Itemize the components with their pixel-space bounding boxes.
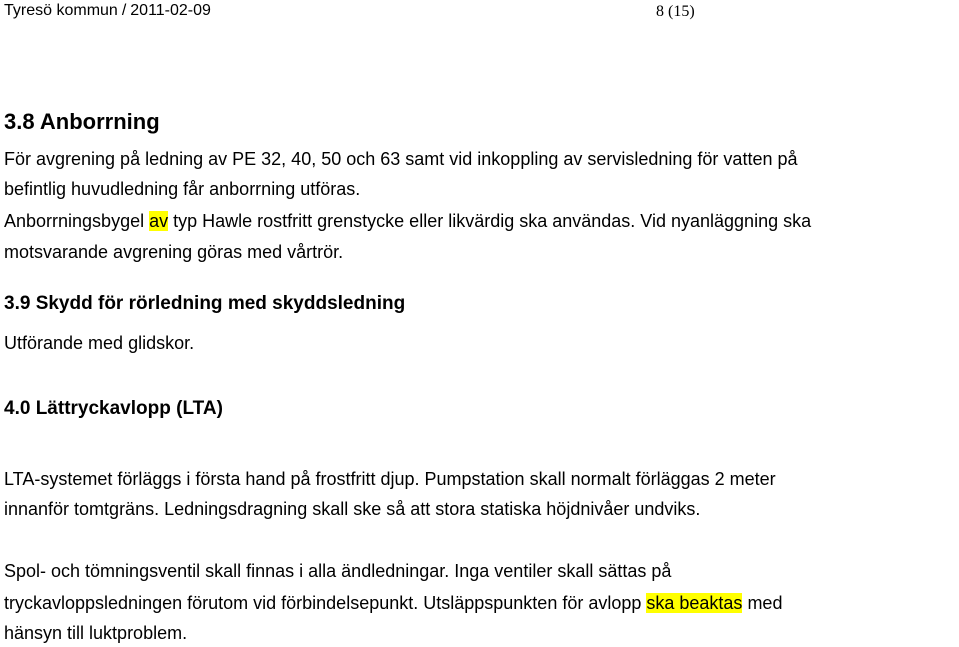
- paragraph-line: Utförande med glidskor.: [4, 333, 195, 353]
- section-heading-anborrning: 3.8 Anborrning: [4, 109, 160, 134]
- page-number: 8 (15): [656, 3, 695, 20]
- paragraph-line: Spol- och tömningsventil skall finnas i alla ändledningar. Inga ventiler skall sättas på: [4, 561, 672, 581]
- highlighted-text: ska beaktas: [646, 593, 743, 613]
- header-separator: /: [121, 2, 127, 19]
- text-run: typ Hawle rostfritt grenstycke eller likvärdig ska användas. Vid nyanläggning ska: [168, 211, 812, 231]
- header-organization: Tyresö kommun: [4, 2, 118, 19]
- paragraph-line: LTA-systemet förläggs i första hand på frostfritt djup. Pumpstation skall normalt förläggas 2 meter: [4, 469, 776, 489]
- header-date: 2011-02-09: [130, 2, 211, 19]
- text-run: med: [742, 593, 783, 613]
- paragraph-line: [4, 591, 782, 615]
- section-heading-lta: 4.0 Lättryckavlopp (LTA): [4, 398, 223, 419]
- paragraph-line: befintlig huvudledning får anborrning utföras.: [4, 179, 361, 199]
- highlighted-text: av: [149, 211, 169, 231]
- section-heading-skydd: 3.9 Skydd för rörledning med skyddsledning: [4, 293, 406, 314]
- paragraph-line: För avgrening på ledning av PE 32, 40, 50 och 63 samt vid inkoppling av servisledning för vatten på: [4, 149, 798, 169]
- paragraph-line: motsvarande avgrening göras med vårtrör.: [4, 242, 344, 262]
- page-header: [4, 1, 211, 21]
- paragraph-line: innanför tomtgräns. Ledningsdragning skall ske så att stora statiska höjdnivåer undviks.: [4, 499, 701, 519]
- paragraph-line: [4, 209, 811, 233]
- text-run: Anborrningsbygel: [4, 211, 150, 231]
- text-run: tryckavloppsledningen förutom vid förbindelsepunkt. Utsläppspunkten för avlopp: [4, 593, 647, 613]
- paragraph-line: hänsyn till luktproblem.: [4, 623, 188, 643]
